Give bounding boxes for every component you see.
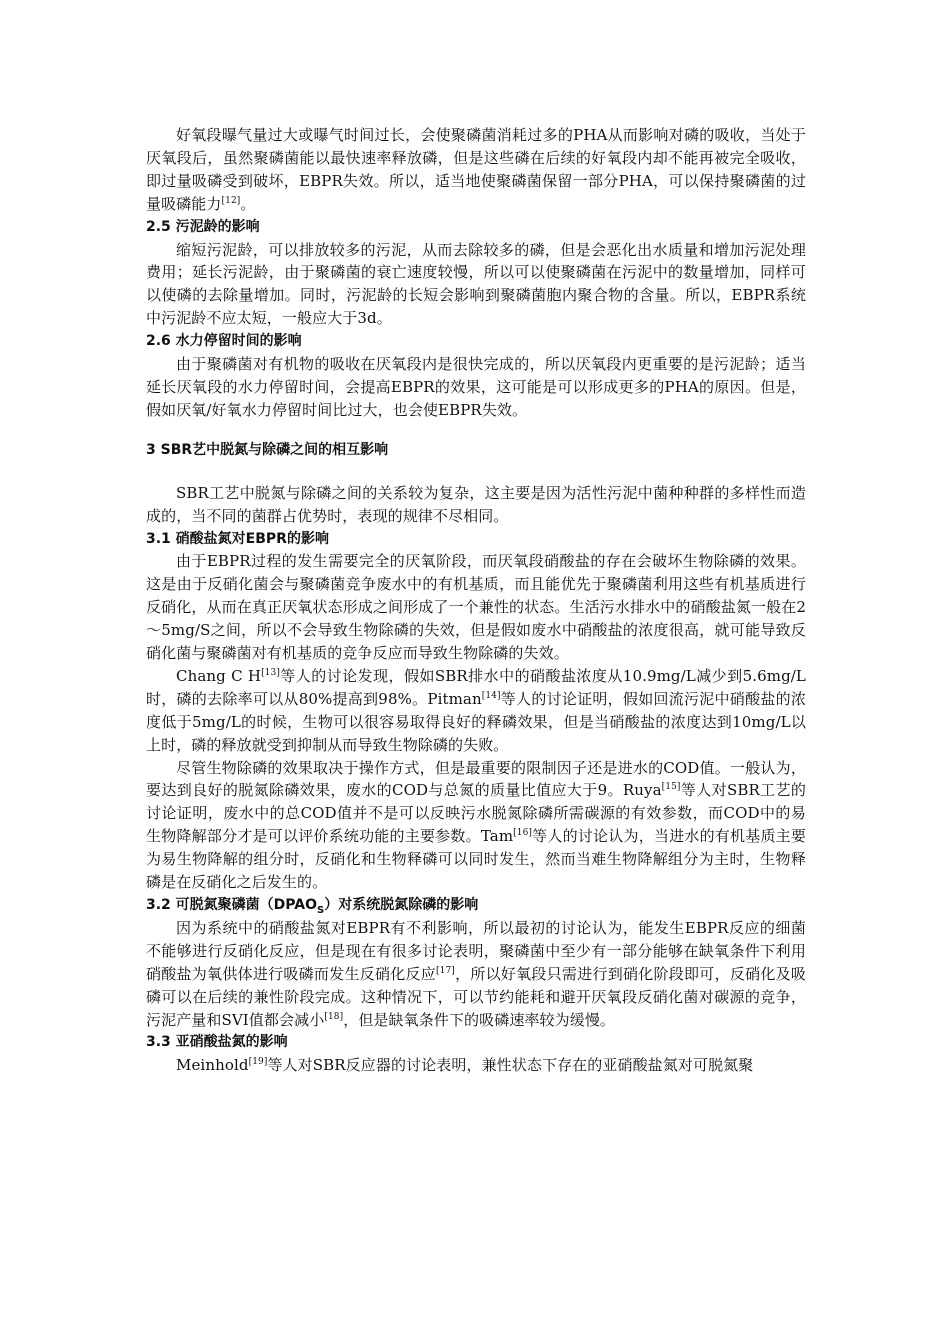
paragraph-3-1-c: 尽管生物除磷的效果取决于操作方式，但是最重要的限制因子还是进水的COD值。一般认为，要达到良好的脱氮除磷效果，废水的COD与总氮的质量比值应大于9。Ruya[15]等人对SBR工艺的讨论证明，废水中的总COD值并不是可以反映污水脱氮除磷所需碳源的有效参数，而COD中的易生物降解部分才是可以评价系统功能的主要参数。Tam[16]等人的讨论认为，当进水的有机基质主要为易生物降解的组分时，反硝化和生物释磷可以同时发生，然而当难生物降解组分为主时，生物释磷是在反硝化之后发生的。 xyxy=(146,758,806,892)
spacer xyxy=(146,422,806,439)
citation-15[interactable]: [15] xyxy=(661,782,681,793)
section-heading-2-6: 2.6 水力停留时间的影响 xyxy=(146,333,302,350)
paragraph-3-1-b: Chang C H[13]等人的讨论发现，假如SBR排水中的硝酸盐浓度从10.9mg/L减少到5.6mg/L时，磷的去除率可以从80%提高到98%。Pitman[14]等人的讨论证明，假如回流污泥中硝酸盐的浓度低于5mg/L的时候，生物可以很容易取得良好的释磷效果，但是当硝酸盐的浓度达到10mg/L以上时，磷的释放就受到抑制从而导致生物除磷的失败。 xyxy=(146,666,806,754)
section-heading-3-3: 3.3 亚硝酸盐氮的影响 xyxy=(146,1034,288,1051)
section-heading-2-5: 2.5 污泥龄的影响 xyxy=(146,218,260,235)
citation-12[interactable]: [12] xyxy=(221,195,241,206)
citation-18[interactable]: [18] xyxy=(324,1011,344,1022)
citation-13[interactable]: [13] xyxy=(261,667,280,678)
citation-16[interactable]: [16] xyxy=(513,828,533,839)
citation-19[interactable]: [19] xyxy=(248,1057,268,1068)
section-heading-3-1: 3.1 硝酸盐氮对EBPR的影响 xyxy=(146,530,329,547)
paragraph-3-1-a: 由于EBPR过程的发生需要完全的厌氧阶段，而厌氧段硝酸盐的存在会破坏生物除磷的效果。这是由于反硝化菌会与聚磷菌竞争废水中的有机基质，而且能优先于聚磷菌利用这些有机基质进行反硝化，从而在真正厌氧状态形成之间形成了一个兼性的状态。生活污水排水中的硝酸盐氮一般在2～5mg/S之间，所以不会导致生物除磷的失效，但是假如废水中硝酸盐的浓度很高，就可能导致反硝化菌与聚磷菌对有机基质的竞争反应而导致生物除磷的失效。 xyxy=(146,552,806,663)
section-heading-3-2: 3.2 可脱氮聚磷菌$(DPAO_S)$对系统脱氮除磷的影响 xyxy=(146,897,479,916)
document-page xyxy=(146,124,806,1077)
citation-17[interactable]: [17] xyxy=(436,965,455,976)
paragraph-2-6: 由于聚磷菌对有机物的吸收在厌氧段内是很快完成的，所以厌氧段内更重要的是污泥龄；适当延长厌氧段的水力停留时间，会提高EBPR的效果，这可能是可以形成更多的PHA的原因。但是，假如厌氧/好氧水力停留时间比过大，也会使EBPR失效。 xyxy=(146,355,806,419)
paragraph-3-intro: SBR工艺中脱氮与除磷之间的关系较为复杂，这主要是因为活性污泥中菌种种群的多样性而造成的，当不同的菌群占优势时，表现的规律不尽相同。 xyxy=(146,483,806,525)
section-heading-3: 3 SBR艺中脱氮与除磷之间的相互影响 xyxy=(146,441,389,458)
paragraph-3-2: 因为系统中的硝酸盐氮对EBPR有不利影响，所以最初的讨论认为，能发生EBPR反应的细菌不能够进行反硝化反应，但是现在有很多讨论表明，聚磷菌中至少有一部分能够在缺氧条件下利用硝酸盐为氧供体进行吸磷而发生反硝化反应[17]，所以好氧段只需进行到硝化阶段即可，反硝化及吸磷可以在后续的兼性阶段完成。这种情况下，可以节约能耗和避开厌氧段反硝化菌对碳源的竞争，污泥产量和SVI值都会减小[18]，但是缺氧条件下的吸磷速率较为缓慢。 xyxy=(146,918,806,1029)
paragraph-2-5: 缩短污泥龄，可以排放较多的污泥，从而去除较多的磷，但是会恶化出水质量和增加污泥处理费用；延长污泥龄，由于聚磷菌的衰亡速度较慢，所以可以使聚磷菌在污泥中的数量增加，同样可以使磷的去除量增加。同时，污泥龄的长短会影响到聚磷菌胞内聚合物的含量。所以，EBPR系统中污泥龄不应太短，一般应大于3d。 xyxy=(146,240,806,328)
paragraph-3-3: Meinhold[19]等人对SBR反应器的讨论表明，兼性状态下存在的亚硝酸盐氮对可脱氮聚 xyxy=(176,1056,754,1075)
citation-14[interactable]: [14] xyxy=(481,690,501,701)
spacer xyxy=(146,462,806,482)
paragraph-2-4-continued: 好氧段曝气量过大或曝气时间过长，会使聚磷菌消耗过多的PHA从而影响对磷的吸收，当处于厌氧段后，虽然聚磷菌能以最快速率释放磷，但是这些磷在后续的好氧段内却不能再被完全吸收，即过量吸磷受到破坏，EBPR失效。所以，适当地使聚磷菌保留一部分PHA，可以保持聚磷菌的过量吸磷能力[12]。 xyxy=(146,126,806,213)
